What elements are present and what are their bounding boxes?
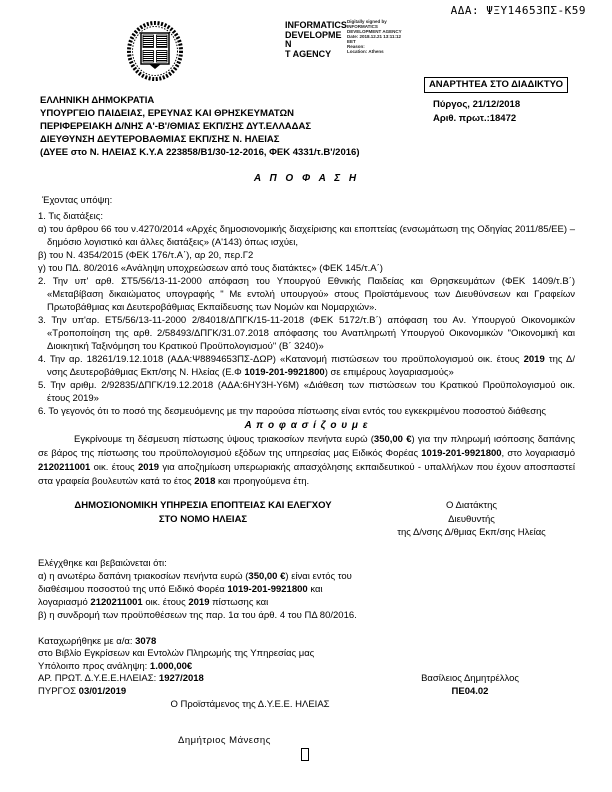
decision-item-1 [38, 210, 575, 275]
letterhead-line: ΕΛΛΗΝΙΚΗ ΔΗΜΟΚΡΑΤΙΑ [40, 95, 155, 106]
decision-item-2 [38, 275, 575, 314]
digital-signature-details: Digitally signed by INFORMATICS DEVELOPMENT AGENCY Date: 2018.12.21 13:11:12 EET Reason: Location: Athens [347, 19, 402, 54]
protocol-signer-row [38, 673, 575, 686]
city-date: Πύργος, 21/12/2018 [433, 99, 521, 110]
date-protocol-block [433, 98, 520, 125]
letterhead-line: ΔΙΕΥΘΥΝΣΗ ΔΕΥΤΕΡΟΒΑΘΜΙΑΣ ΕΚΠ/ΣΗΣ Ν. ΗΛΕΙΑΣ [40, 134, 280, 145]
verification-intro: Ελέγχθηκε και βεβαιώνεται ότι: [38, 557, 167, 569]
signatories-row [38, 499, 575, 540]
resolution-title: Α π ο φ α σ ί ζ ο υ μ ε [244, 420, 369, 431]
letterhead-line: ΠΕΡΙΦΕΡΕΙΑΚΗ Δ/ΝΗΣ Α'-Β'/ΘΜΙΑΣ ΕΚΠ/ΣΗΣ ΔΥΤ.ΕΛΛΑΔΑΣ [40, 121, 312, 132]
signer-grade: ΠΕ04.02 [451, 685, 489, 697]
document-body [38, 168, 575, 747]
verification-line: α) η ανωτέρω δαπάνη τριακοσίων πενήντα ευρώ (350,00 €) είναι εντός του [38, 570, 352, 582]
stamp-line: INFORMATICS [285, 20, 347, 30]
ada-code: ΑΔΑ: ΨΞΥ14653ΠΣ-Κ59 [450, 4, 586, 17]
item-line: 1. Τις διατάξεις: [38, 211, 103, 222]
stamp-line: T AGENCY [285, 48, 332, 59]
informatics-development-agency-stamp [285, 21, 347, 59]
letterhead [40, 94, 359, 159]
dyee-head-title: Ο Προϊστάμενος της Δ.Υ.Ε.Ε. ΗΛΕΙΑΣ [170, 699, 330, 710]
item-line: 3. Την υπ'αρ. ΕΤ5/56/13-11-2000 2/84018/ΔΠΓΚ/15-11-2018 (ΦΕΚ 5172/τ.Β΄) απόφαση του Αν. Υπουργού Οικονομικών «Τροποποίηση της αρθ. 2/58493/ΔΠΓΚ/31.07.2018 απόφασης του Αναπληρωτή Υπουργού Οικονομικών "Οικονομική και Διοικητική Ταξινόμηση του Κρατικού Προϋπολογισμού" (Β΄ 3240)» [38, 315, 575, 352]
decision-item-3 [38, 314, 575, 353]
item-line: α) του άρθρου 66 του ν.4270/2014 «Αρχές δημοσιονομικής διαχείρισης και εποπτείας (ενσωμάτωση της Οδηγίας 2011/85/ΕΕ) – δημόσιο λογιστικό και άλλες διατάξεις» (Α'143) όπως ισχύει, [38, 224, 575, 248]
letterhead-line: ΥΠΟΥΡΓΕΙΟ ΠΑΙΔΕΙΑΣ, ΕΡΕΥΝΑΣ ΚΑΙ ΘΡΗΣΚΕΥΜΑΤΩΝ [40, 108, 295, 119]
registration-line: Υπόλοιπο προς ανάληψη: 1.000,00€ [38, 660, 193, 672]
verification-line: λογαριασμό 2120211001 οικ. έτους 2019 πίστωσης και [38, 596, 269, 608]
item-line: 4. Την αρ. 18261/19.12.1018 (ΑΔΑ:Ψ8894653ΠΣ-ΔΩΡ) «Κατανομή πιστώσεων του προϋπολογισμού οικ. έτους 2019 της Δ/νσης Δευτεροβάθμιας Εκπ/σης Ν. Ηλείας (Ε.Φ 1019-201-9921800) σε επιμέρους λογαριασμούς» [38, 354, 575, 378]
page-number-placeholder [301, 748, 309, 761]
protocol-number: Αριθ. πρωτ.:18472 [433, 112, 517, 124]
resolution-paragraph: Εγκρίνουμε τη δέσμευση πίστωσης ύψους τριακοσίων πενήντα ευρώ (350,00 €) για την πληρωμή ισόποσης δαπάνης σε βάρος της πίστωσης του προϋπολογισμού εξόδων της υπηρεσίας μας Ειδικός Φορέας 1019-201-9921800, στο λογαριασμό 2120211001 οικ. έτους 2019 για αποζημίωση υπερωριακής απασχόλησης εκπαιδευτικού - υπαλλήλων που έχουν αποσπαστεί στα γραφεία βουλευτών κατά το έτος 2018 και προηγούμενα έτη. [38, 434, 575, 487]
item-line: γ) του ΠΔ. 80/2016 «Ανάληψη υποχρεώσεων από τους διατάκτες» (ΦΕΚ 145/τ.Α΄) [38, 263, 383, 274]
item-line: β) του Ν. 4354/2015 (ΦΕΚ 176/τ.Α΄), αρ 20, περ.Γ2 [38, 250, 254, 261]
verification-line: διαθέσιμου ποσοστού της υπό Ειδικό Φορέα 1019-201-9921800 και [38, 583, 323, 595]
dyee-protocol: ΑΡ. ΠΡΩΤ. Δ.Υ.Ε.Ε.ΗΛΕΙΑΣ: 1927/2018 [38, 673, 204, 684]
registration-line: Καταχωρήθηκε με α/α: 3078 [38, 635, 157, 647]
registration-line: στο Βιβλίο Εγκρίσεων και Εντολών Πληρωμής της Υπηρεσίας μας [38, 648, 315, 659]
decision-item-6 [38, 405, 575, 418]
having-regard: Έχοντας υπόψη: [42, 195, 113, 206]
fiscal-service-title: ΔΗΜΟΣΙΟΝΟΜΙΚΗ ΥΠΗΡΕΣΙΑ ΕΠΟΠΤΕΙΑΣ ΚΑΙ ΕΛΕΓΧΟΥ ΣΤΟ ΝΟΜΟ ΗΛΕΙΑΣ [74, 500, 332, 525]
stamp-line: DEVELOPMEN [285, 29, 342, 49]
greek-coat-of-arms-icon [126, 20, 184, 87]
signer-name: Βασίλειος Δημητρέλλος [421, 673, 519, 684]
item-line: 5. Την αριθμ. 2/92835/ΔΠΓΚ/19.12.2018 (ΑΔΑ:6ΗΥ3Η-Υ6Μ) «Διάθεση των πιστώσεων του Κρατικού Προϋπολογισμού οικ. έτους 2019» [38, 380, 575, 404]
city-grade-row [38, 686, 575, 699]
city-date-footer: ΠΥΡΓΟΣ 03/01/2019 [38, 685, 127, 697]
verification-line: β) η συνδρομή των προϋποθέσεων της παρ. 1α του άρθ. 4 του ΠΔ 80/2016. [38, 609, 357, 621]
letterhead-line: (ΔΥΕΕ στο Ν. ΗΛΕΙΑΣ Κ.Υ.Α 223858/Β1/30-12-2016, ΦΕΚ 4331/τ.Β'/2016) [40, 147, 360, 158]
dyee-head-name: Δημήτριος Μάνεσης [178, 734, 271, 746]
decision-item-5 [38, 379, 575, 405]
decision-item-4 [38, 353, 575, 379]
authorizing-officer-block: Ο Διατάκτης Διευθυντής της Δ/νσης Δ/θμιας Εκπ/σης Ηλείας [397, 500, 546, 538]
anartitea-banner: ΑΝΑΡΤΗΤΕΑ ΣΤΟ ΔΙΑΔΙΚΤΥΟ [424, 77, 568, 93]
item-line: 2. Την υπ' αρθ. ΣΤ5/56/13-11-2000 απόφαση του Υπουργού Εθνικής Παιδείας και Θρησκευμάτων (ΦΕΚ 1409/τ.Β΄) «Μεταβίβαση δικαιώματος υπογραφής " Με εντολή υπουργού» στους Προϊστάμενους των Διευθύνσεων και Γραφείων Πρωτοβάθμιας και Δευτεροβάθμιας Εκπαίδευσης των Νομών και Νομαρχιών». [38, 276, 575, 313]
decision-title: Α Π Ο Φ Α Σ Η [253, 173, 360, 184]
registration-block [38, 636, 575, 748]
item-line: 6. Το γεγονός ότι το ποσό της δεσμευόμενης με την παρούσα πίστωσης είναι εντός του εγκεκριμένου ποσοστού διάθεσης [38, 406, 547, 417]
verification-block [38, 557, 575, 622]
